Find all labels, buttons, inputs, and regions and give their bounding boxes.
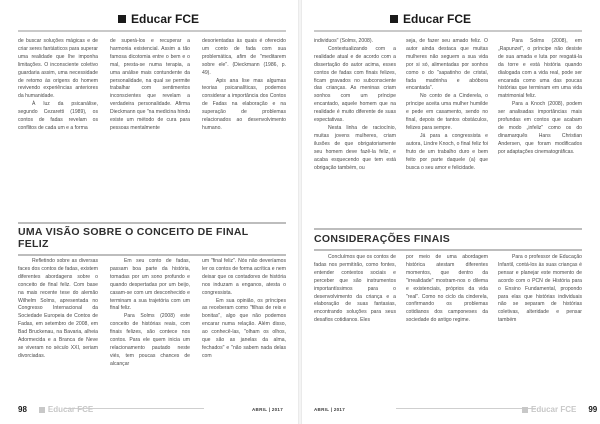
footer-brand: Educar FCE bbox=[47, 405, 94, 414]
header-rule bbox=[18, 30, 286, 32]
text-column bbox=[18, 258, 98, 361]
paragraph: Concluímos que os contos de fadas nos permitirão, como fontes, entender contextos sociais e perceber que são instrumentos importantíssimos para o desenvolvimento da criança e a elaboração de suas fantasias, encontrando soluções para seus desafios cotidianos. Eles bbox=[314, 254, 396, 324]
paragraph: Já para a congressista e autora, Lindre Knoch, o final feliz foi fruto de um trabalho duro e bem feito por parte daquele (a) que busca o seu amor e felicidade. bbox=[406, 132, 488, 171]
text-column bbox=[110, 258, 190, 369]
square-bullet-icon bbox=[522, 407, 528, 413]
section-title: UMA VISÃO SOBRE O CONCEITO DE FINAL FELIZ bbox=[18, 226, 249, 250]
text-column bbox=[202, 258, 286, 361]
page-header bbox=[118, 12, 199, 26]
paragraph: de superá-los e recuperar a harmonia existencial. Assim a tão famosa dicotomia entre o bem e o mal, presta-se numa terapia, a uma análise mais contundente da personalidade, na qual se permite trabalhar com sentimentos inconscientes que revelam a verdadeira personalidade. Afirma Dieckmann que "na medicina hindu existe um método de cura para pessoas mentalmente bbox=[110, 38, 190, 131]
text-column bbox=[18, 38, 98, 133]
paragraph: individuos" (Solms, 2008). bbox=[314, 38, 373, 44]
page-footer bbox=[18, 405, 93, 414]
section-rule bbox=[18, 222, 286, 224]
issue-date: ABRIL | 2017 bbox=[252, 407, 284, 412]
text-column bbox=[406, 254, 488, 325]
paragraph: Para o professor de Educação Infantil, contá-los às suas crianças é pensar e planejar este momento de acordo com o PCN de História para o Ensino Fundamental, propondo para elas que histórias individuais não se separam de histórias coletivas, alteridade e pensar também bbox=[498, 254, 582, 324]
page-number: 99 bbox=[588, 405, 598, 414]
section-title: CONSIDERAÇÕES FINAIS bbox=[314, 233, 451, 245]
text-column bbox=[498, 38, 582, 157]
square-bullet-icon bbox=[39, 407, 45, 413]
header-rule bbox=[314, 30, 582, 32]
magazine-title: Educar FCE bbox=[403, 12, 472, 26]
footer-brand: Educar FCE bbox=[531, 405, 577, 414]
paragraph: por meio de uma abordagem histórica atestam diferentes momentos, que dentro da "irrealidade" mostram-nos o dilema e existenciais, próprios da vida "real". Como no ciclo da cinderela, confirmando os problemas cotidianos dos camponeses da sociedade do antigo regime. bbox=[406, 254, 488, 324]
paragraph: Apis ana lise mas algumas teorias psicanalíticas, podemos considerar a importância dos Contos de Fadas na elaboração e na superação de problemas relacionados ao desenvolvimento humano. bbox=[202, 77, 286, 131]
paragraph: Em seu conto de fadas, passam boa parte da história, tomadas por um sono profundo e quando despertadas por um beijo, casam-se com um desconhecido e terminam a sua trajetória com um final feliz. bbox=[110, 258, 190, 312]
issue-date: ABRIL | 2017 bbox=[314, 407, 346, 412]
paragraph: No conto de a Cinderela, o príncipe aceita uma mulher humilde e pede em casamento, sendo no final, depois de tantos obstáculos, felizes para sempre. bbox=[406, 93, 488, 131]
square-bullet-icon bbox=[118, 15, 126, 23]
paragraph: Para Solms (2008) este conceito de histórias reais, com finais felizes, são contece nos contos. Para ele quem inicia um relacionamento pautado neste viés, tem poucas chances de alcançar bbox=[110, 313, 190, 367]
square-bullet-icon bbox=[390, 15, 398, 23]
paragraph: seja, de fazer seu amado feliz. O autor ainda destaca que muitas mulheres não seguem a sua vida por si só, alimentadas por sonhos como o do "sapatinho de cristal, fada madrinha e abóbora encantada". bbox=[406, 38, 488, 92]
text-column bbox=[314, 254, 396, 325]
text-column bbox=[110, 38, 190, 133]
section-rule bbox=[18, 254, 286, 256]
paragraph: Para a Knoch (2008), podem ser analisadas importâncias mais profundas em contos que acabam de modo „infeliz" como os do dinamarquês Hans Christian Andersen, que foram modificados por adaptações cinematográficas. bbox=[498, 101, 582, 155]
paragraph: À luz da psicanálise, segundo Cezaretti (1989), os contos de fadas revelam os conflitos de cada um e a forma bbox=[18, 101, 98, 131]
section-rule bbox=[314, 249, 582, 251]
paragraph: de buscar soluções mágicas e de criar seres fantásticos para superar uma realidade que lhe imponha limitações. O inconsciente coletivo guardaria assim, uma necessidade de retomo às origens do homem revivendo experiências anteriores da humanidade. bbox=[18, 38, 98, 100]
paragraph: Refletindo sobre as diversas faces dos contos de fadas, existem diferentes abordagens sobre o conceito de final feliz. Com base na mais recente tese do alemão Wilhelm Solms, apresentada no Congresso Internacional da Sociedade Europeia de Contos de Fadas, em setembro de 2008, em Bad Bruckenau, na Bavaria, alheia Adormecida e a Branca de Neve se viveram no século XXI, seriam divorciadas. bbox=[18, 258, 98, 359]
footer-rule bbox=[396, 408, 536, 409]
paragraph: Nesta linha de raciocínio, muitas jovens mulheres, criam ilusões de que obrigatoriamente seu homem deve fazê-la feliz, e acaba esquecendo que tem está obrigação também, ou bbox=[314, 124, 396, 171]
paragraph: Em sua opinião, os príncipes as receberam como "filhas de reis e bonitas", algo que não podemos encarar numa relação. Além disso, ao conhecê-las, "olham os olhos, que são as janelas da alma, fechados" e "não sabem nada delas com bbox=[202, 297, 286, 359]
paragraph: um "final feliz". Nós não deveríamos ler os contos de forma acrítica e nem deixar que os contadores de história nos induzam a enganos, atesta o congressista. bbox=[202, 258, 286, 296]
page-footer bbox=[522, 405, 597, 414]
paragraph: Contextualizando com a realidade atual e de acordo com a dissertação do autor acima, esses contos de fadas com finais felizes, ficam gravados no subconsciente das crianças. As meninas criam sonhos com um príncipe encantado, aquele homem que na realidade é muito diferente de suas expectativas. bbox=[314, 45, 396, 124]
text-column bbox=[406, 38, 488, 172]
paragraph: desorientadas às quais é oferecido um conto de fada com sua problemática, afim de "meditarem sobre ele". (Dieckmann (1986, p. 49). bbox=[202, 38, 286, 76]
section-rule bbox=[314, 228, 582, 230]
text-column bbox=[202, 38, 286, 133]
text-column bbox=[314, 38, 396, 172]
page-header bbox=[390, 12, 471, 26]
paragraph: Para Solms (2008), em „Rapunzel", o príncipe não desiste de sua amada e luta por resgatá-la da torre e está história quando dialogada com a vida real, pode ser encarada como uma das poucas histórias que terminam em uma vida matrimonial feliz. bbox=[498, 38, 582, 100]
magazine-title: Educar FCE bbox=[131, 12, 200, 26]
page-number: 98 bbox=[18, 405, 27, 414]
right-page bbox=[300, 0, 600, 424]
text-column bbox=[498, 254, 582, 325]
